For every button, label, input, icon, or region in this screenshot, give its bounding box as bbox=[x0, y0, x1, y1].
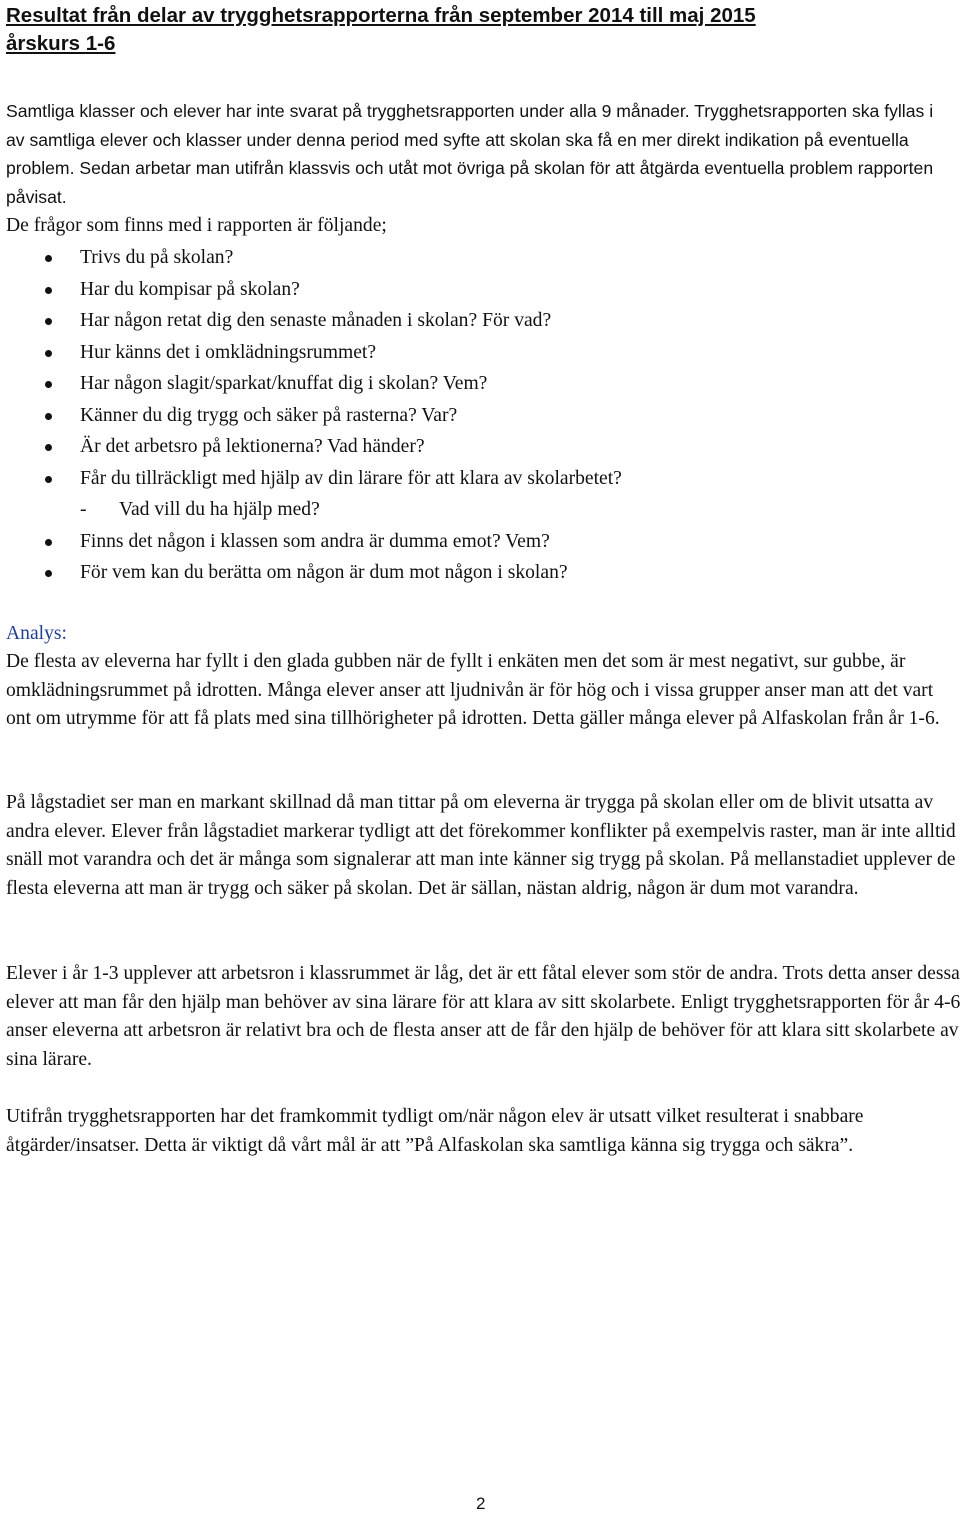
analys-paragraph-4: Utifrån trygghetsrapporten har det framkommit tydligt om/när någon elev är utsatt vilket resulterat i snabbare åtgärder/insatser. Detta är viktigt då vårt mål är att ”På Alfaskolan ska samtliga känna sig trygga och säkra”. bbox=[6, 1106, 864, 1156]
intro-text: Samtliga klasser och elever har inte svarat på trygghetsrapporten under alla 9 månader. Trygghetsrapporten ska fyllas i av samtliga elever och klasser under denna period med syfte att skolan ska få en mer direkt indikation på eventuella problem. Sedan arbetar man utifrån klassvis och utåt mot övriga på skolan för att åtgärda eventuella problem rapporten påvisat. bbox=[6, 101, 934, 207]
list-item bbox=[6, 463, 956, 495]
question-text: Finns det någon i klassen som andra är dumma emot? Vem? bbox=[80, 530, 550, 552]
bullet-icon bbox=[45, 318, 52, 325]
sub-question-item bbox=[6, 494, 956, 526]
question-text: Får du tillräckligt med hjälp av din lärare för att klara av skolarbetet? bbox=[80, 467, 622, 489]
question-text: Har du kompisar på skolan? bbox=[80, 278, 300, 300]
question-text: För vem kan du berätta om någon är dum mot någon i skolan? bbox=[80, 562, 568, 583]
bullet-icon bbox=[45, 255, 52, 262]
question-text: Känner du dig trygg och säker på rasterna? Var? bbox=[80, 404, 458, 426]
list-item bbox=[6, 305, 956, 337]
question-text: Trivs du på skolan? bbox=[80, 247, 234, 268]
analys-paragraph-3: Elever i år 1-3 upplever att arbetsron i klassrummet är låg, det är ett fåtal elever som stör de andra. Trots detta anser dessa elever att man får den hjälp man behöver av sina lärare för att klara av sitt skolarbete. Enligt trygghetsrapporten för år 4-6 anser eleverna att arbetsron är relativt bra och de flesta anser att de får den hjälp de behöver för att klara sitt skolarbete av sina lärare. bbox=[6, 963, 960, 1070]
bullet-icon bbox=[45, 287, 52, 294]
bullet-icon bbox=[45, 381, 52, 388]
list-item bbox=[6, 242, 956, 274]
bullet-icon bbox=[45, 539, 52, 546]
list-item bbox=[6, 274, 956, 306]
question-text: Har någon retat dig den senaste månaden i skolan? För vad? bbox=[80, 310, 552, 331]
bullet-icon bbox=[45, 350, 52, 357]
page-number: 2 bbox=[476, 1494, 486, 1513]
bullet-icon bbox=[45, 570, 52, 577]
list-item bbox=[6, 337, 956, 369]
heading-line-2: årskurs 1-6 bbox=[6, 32, 116, 55]
dash-marker: - bbox=[80, 499, 87, 520]
list-item bbox=[6, 557, 956, 589]
questions-intro: De frågor som finns med i rapporten är följande; bbox=[6, 215, 387, 236]
bullet-icon bbox=[45, 413, 52, 420]
document-heading bbox=[6, 2, 956, 58]
list-item bbox=[6, 368, 956, 400]
analys-heading: Analys: bbox=[6, 623, 67, 644]
list-item bbox=[6, 526, 956, 558]
analys-paragraph-1: De flesta av eleverna har fyllt i den glada gubben när de fyllt i enkäten men det som är mest negativt, sur gubbe, är omklädningsrummet på idrotten. Många elever anser att ljudnivån är för hög och i vissa grupper anser man att det vart ont om utrymme för att få plats med sina tillhörigheter på idrotten. Detta gäller många elever på Alfaskolan från år 1-6. bbox=[6, 651, 940, 730]
heading-line-1: Resultat från delar av trygghetsrapporterna från september 2014 till maj 2015 bbox=[6, 4, 756, 27]
analys-paragraph-2: På lågstadiet ser man en markant skillnad då man tittar på om eleverna är trygga på skolan eller om de blivit utsatta av andra elever. Elever från lågstadiet markerar tydligt att det förekommer konflikter på exempelvis raster, man är inte alltid snäll mot varandra och det är många som signalerar att man inte känner sig trygg på skolan. På mellanstadiet upplever de flesta eleverna att man är trygg och säker på skolan. Det är sällan, nästan aldrig, någon är dum mot varandra. bbox=[6, 792, 956, 899]
question-text: Är det arbetsro på lektionerna? Vad händer? bbox=[80, 436, 425, 457]
sub-question-text: Vad vill du ha hjälp med? bbox=[119, 499, 320, 520]
intro-paragraph bbox=[6, 97, 951, 241]
bullet-icon bbox=[45, 476, 52, 483]
list-item bbox=[6, 400, 956, 432]
question-text: Hur känns det i omklädningsrummet? bbox=[80, 341, 377, 363]
question-list bbox=[6, 242, 956, 589]
question-text: Har någon slagit/sparkat/knuffat dig i skolan? Vem? bbox=[80, 373, 488, 394]
bullet-icon bbox=[45, 444, 52, 451]
list-item bbox=[6, 431, 956, 463]
